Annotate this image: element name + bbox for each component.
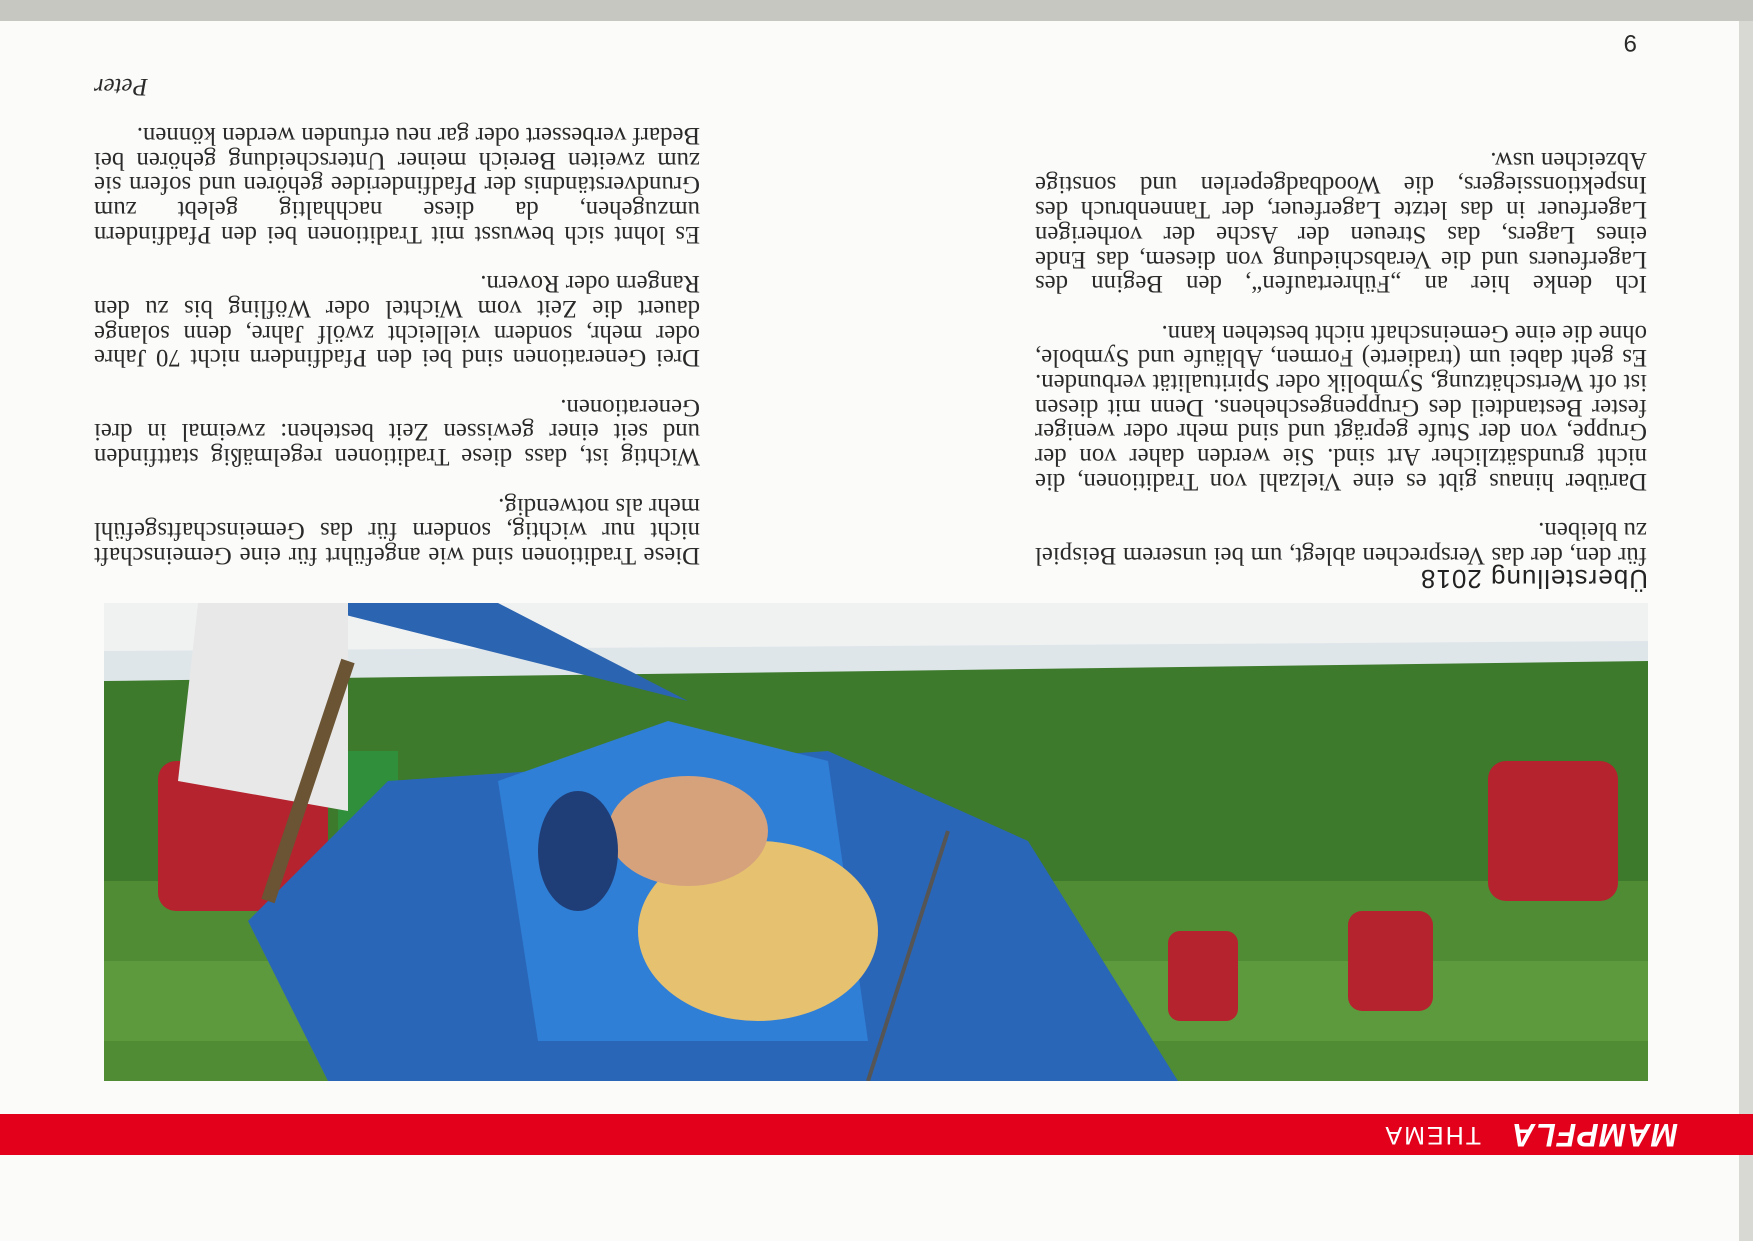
section-label: THEMA [1383,1121,1481,1149]
header-bar [0,1114,1753,1155]
author-signature: Peter [94,72,148,100]
text-column-right [94,48,700,567]
page-number: 9 [1623,29,1637,56]
photo-illustration [104,603,1648,1081]
paragraph: Darüber hinaus gibt es eine Vielzahl von Traditionen, die nicht grundsätzlicher Art sind. Sie werden daher von der Gruppe, von der Stufe geprägt und sind mehr oder weniger fester Bestandteil des Gruppengeschehens. Denn mit diesen ist oft Wertschätzung, Symbolik oder Spiritualität verbunden. Es geht dabei um (tradierte) Formen, Abläufe und Symbole, ohne die eine Gemeinschaft nicht bestehen kann. [1035,319,1647,495]
event-photo [104,603,1648,1081]
paragraph: Es lohnt sich bewusst mit Traditionen bei den Pfadfindern umzugehen, da diese nachhaltig gelebt zum Grundverständnis der Pfadfinderidee gehören und sofern sie zum zweiten Bereich meiner Unterscheidung gehören bei Bedarf verbessert oder gar neu erfunden werden können. [94,122,700,248]
paragraph: für den, der das Versprechen ablegt, um bei unserem Beispiel zu bleiben. [1035,517,1647,569]
scan-edge [0,0,1753,21]
photo-caption: Überstellung 2018 [1419,564,1648,594]
paragraph: Drei Generationen sind bei den Pfadfindern nicht 70 Jahre oder mehr, sondern vielleicht zwölf Jahre, denn solange dauert die Zeit vom Wichtel oder Wöfling bis zu den Rangern oder Rovern. [94,270,700,372]
paragraph: Diese Traditionen sind wie angeführt für eine Gemeinschaft nicht nur wichtig, sondern für das Gemeinschaftsgefühl mehr als notwendig. [94,492,700,569]
paragraph: Wichtig ist, dass diese Traditionen regelmäßig stattfinden und seit einer gewissen Zeit bestehen: zweimal in drei Generationen. [94,393,700,471]
text-column-left [1035,122,1647,567]
brand-logo: MAMPFLA [1511,1117,1678,1153]
paragraph: Ich denke hier an „Führertaufen“, den Beginn des Lagerfeuers und die Verabschiedung von diesem, das Ende eines Lagers, das Streuen der Asche der vorherigen Lagerfeuer in das letzte Lagerfeuer, der Tannenbruch des Inspektionssiegers, die Woodbadgeperlen und sonstige Abzeichen usw. [1035,146,1647,298]
